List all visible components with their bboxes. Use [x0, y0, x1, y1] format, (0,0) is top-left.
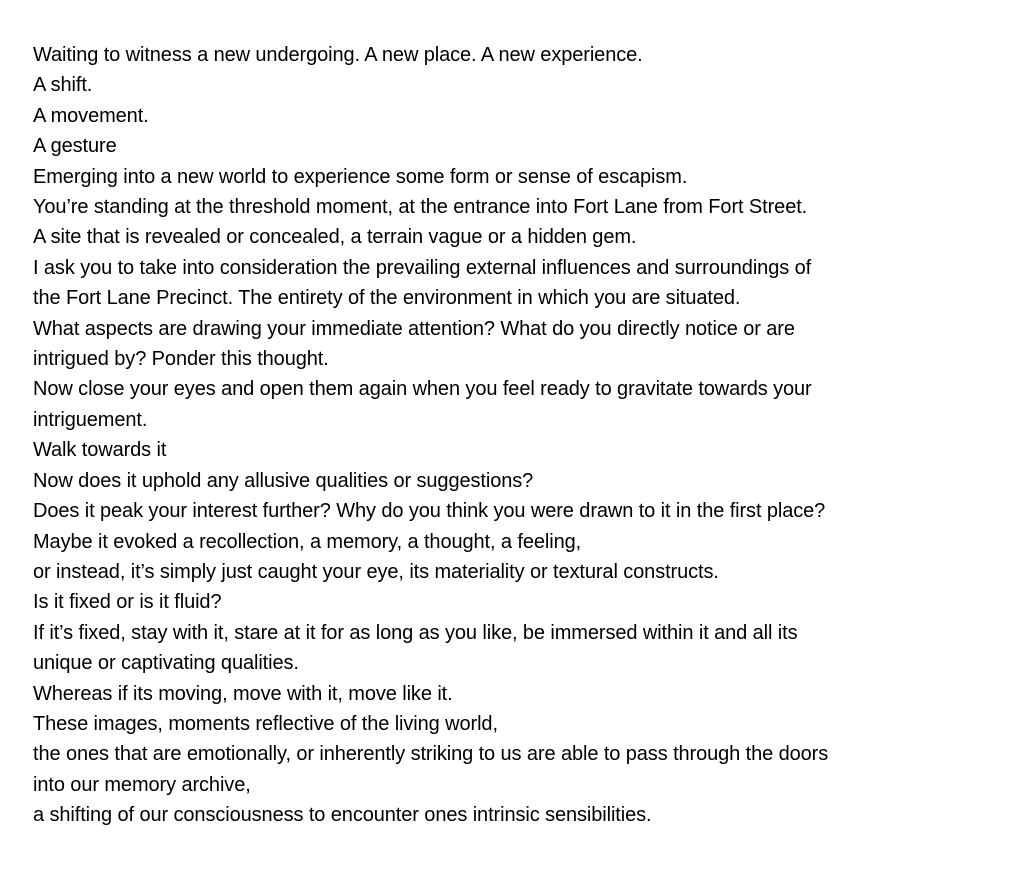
text-line: What aspects are drawing your immediate attention? What do you directly notice or are — [33, 317, 795, 340]
text-line: Is it fixed or is it fluid? — [33, 591, 222, 614]
text-line: the ones that are emotionally, or inherently striking to us are able to pass through the doors — [33, 743, 829, 766]
text-line: A movement. — [33, 104, 149, 127]
document-body — [33, 40, 993, 831]
text-line: intriguement. — [33, 408, 148, 431]
text-line: You’re standing at the threshold moment, at the entrance into Fort Lane from Fort Street. — [33, 196, 808, 219]
text-line: Maybe it evoked a recollection, a memory, a thought, a feeling, — [33, 530, 582, 553]
text-line: into our memory archive, — [33, 773, 251, 796]
text-line: A shift. — [33, 74, 93, 97]
text-line: Does it peak your interest further? Why do you think you were drawn to it in the first place? — [33, 500, 826, 523]
text-line: A gesture — [33, 135, 117, 158]
text-line: a shifting of our consciousness to encounter ones intrinsic sensibilities. — [33, 804, 652, 827]
text-line: Walk towards it — [33, 439, 167, 462]
text-line: Waiting to witness a new undergoing. A new place. A new experience. — [33, 44, 643, 66]
text-line: Now does it uphold any allusive qualities or suggestions? — [33, 469, 534, 492]
text-line: intrigued by? Ponder this thought. — [33, 348, 329, 371]
text-line: I ask you to take into consideration the prevailing external influences and surroundings of — [33, 256, 812, 279]
text-line: Whereas if its moving, move with it, move like it. — [33, 682, 453, 705]
text-line: the Fort Lane Precinct. The entirety of the environment in which you are situated. — [33, 287, 741, 310]
text-line: or instead, it’s simply just caught your eye, its materiality or textural constructs. — [33, 560, 719, 583]
text-line: unique or captivating qualities. — [33, 652, 299, 675]
text-line: Emerging into a new world to experience some form or sense of escapism. — [33, 165, 688, 188]
text-line: If it’s fixed, stay with it, stare at it for as long as you like, be immersed within it and all its — [33, 621, 798, 644]
text-line: These images, moments reflective of the living world, — [33, 712, 498, 735]
text-line: Now close your eyes and open them again when you feel ready to gravitate towards your — [33, 378, 812, 401]
text-line: A site that is revealed or concealed, a terrain vague or a hidden gem. — [33, 226, 637, 249]
